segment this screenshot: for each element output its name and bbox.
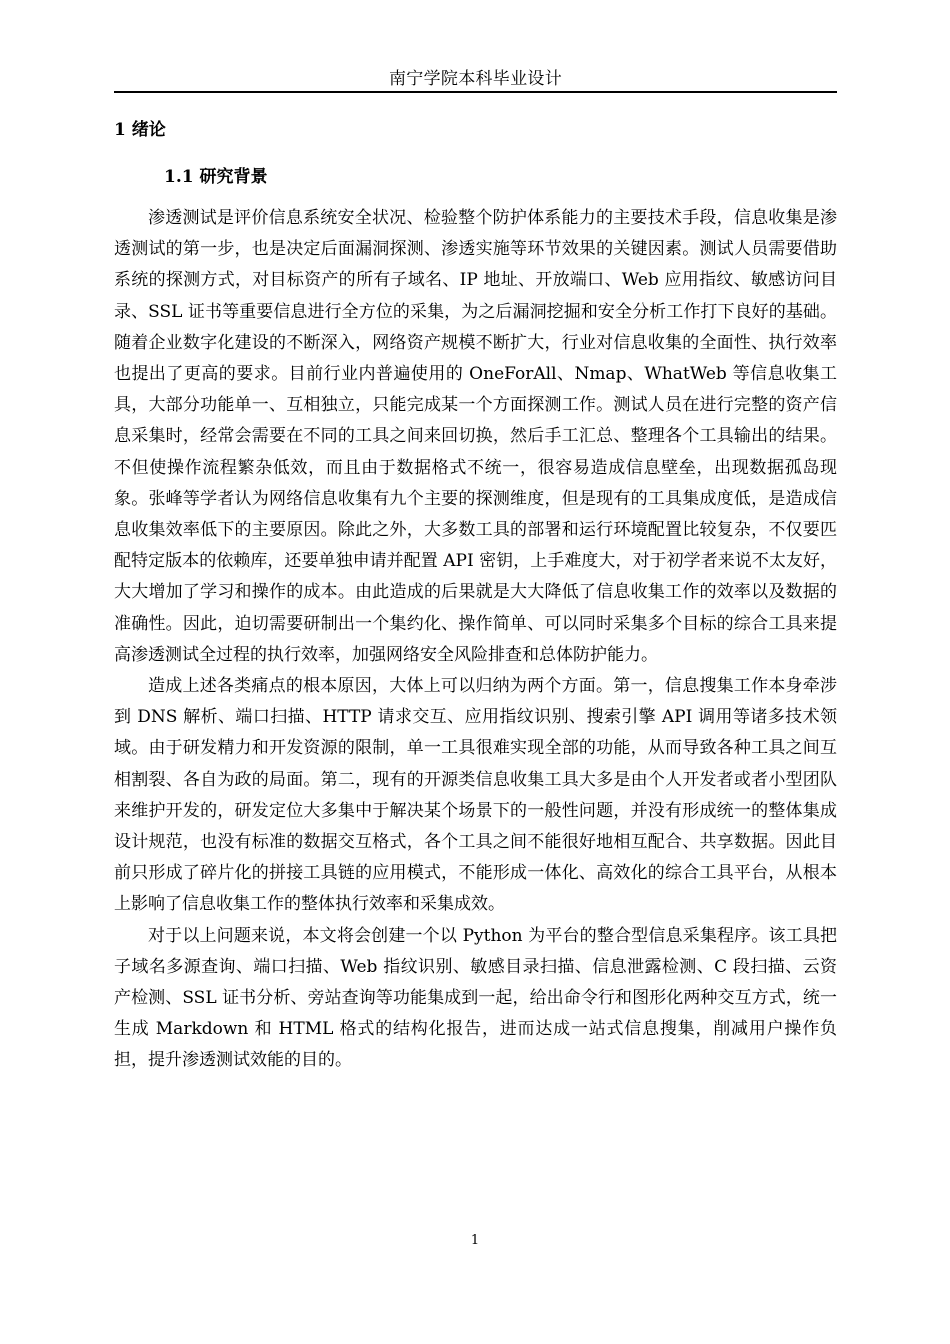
running-header: 南宁学院本科毕业设计 xyxy=(389,69,562,89)
page-number: 1 xyxy=(470,1233,480,1248)
subsection-heading: 1.1 研究背景 xyxy=(164,167,268,187)
paragraph: 造成上述各类痛点的根本原因，大体上可以归纳为两个方面。第一，信息搜集工作本身牵涉到 DNS 解析、端口扫描、HTTP 请求交互、应用指纹识别、搜索引擎 API 调用等诸多技术领域。由于研发精力和开发资源的限制，单一工具很难实现全部的功能，从而导致各种工具之间互相割裂、各自为政的局面。第二，现有的开源类信息收集工具大多是由个人开发者或者小型团队来维护开发的，研发定位大多集中于解决某个场景下的一般性问题，并没有形成统一的整体集成设计规范，也没有标准的数据交互格式，各个工具之间不能很好地相互配合、共享数据。因此目前只形成了碎片化的拼接工具链的应用模式，不能形成一体化、高效化的综合工具平台，从根本上影响了信息收集工作的整体执行效率和采集成效。 xyxy=(114,676,837,915)
section-heading: 1 绪论 xyxy=(114,120,166,140)
paragraph: 对于以上问题来说，本文将会创建一个以 Python 为平台的整合型信息采集程序。该工具把子域名多源查询、端口扫描、Web 指纹识别、敏感目录扫描、信息泄露检测、C 段扫描、云资产检测、SSL 证书分析、旁站查询等功能集成到一起，给出命令行和图形化两种交互方式，统一生成 Markdown 和 HTML 格式的结构化报告，进而达成一站式信息搜集，削减用户操作负担，提升渗透测试效能的目的。 xyxy=(114,925,837,1071)
body-text xyxy=(114,203,837,1077)
paragraph: 渗透测试是评价信息系统安全状况、检验整个防护体系能力的主要技术手段，信息收集是渗透测试的第一步，也是决定后面漏洞探测、渗透实施等环节效果的关键因素。测试人员需要借助系统的探测方式，对目标资产的所有子域名、IP 地址、开放端口、Web 应用指纹、敏感访问目录、SSL 证书等重要信息进行全方位的采集，为之后漏洞挖掘和安全分析工作打下良好的基础。随着企业数字化建设的不断深入，网络资产规模不断扩大，行业对信息收集的全面性、执行效率也提出了更高的要求。目前行业内普遍使用的 OneForAll、Nmap、WhatWeb 等信息收集工具，大部分功能单一、互相独立，只能完成某一个方面探测工作。测试人员在进行完整的资产信息采集时，经常会需要在不同的工具之间来回切换，然后手工汇总、整理各个工具输出的结果。不但使操作流程繁杂低效，而且由于数据格式不统一，很容易造成信息壁垒，出现数据孤岛现象。张峰等学者认为网络信息收集有九个主要的探测维度，但是现有的工具集成度低，是造成信息收集效率低下的主要原因。除此之外，大多数工具的部署和运行环境配置比较复杂，不仅要匹配特定版本的依赖库，还要单独申请并配置 API 密钥，上手难度大，对于初学者来说不太友好，大大增加了学习和操作的成本。由此造成的后果就是大大降低了信息收集工作的效率以及数据的准确性。因此，迫切需要研制出一个集约化、操作简单、可以同时采集多个目标的综合工具来提高渗透测试全过程的执行效率，加强网络安全风险排查和总体防护能力。 xyxy=(114,208,837,665)
header-rule xyxy=(114,91,837,93)
